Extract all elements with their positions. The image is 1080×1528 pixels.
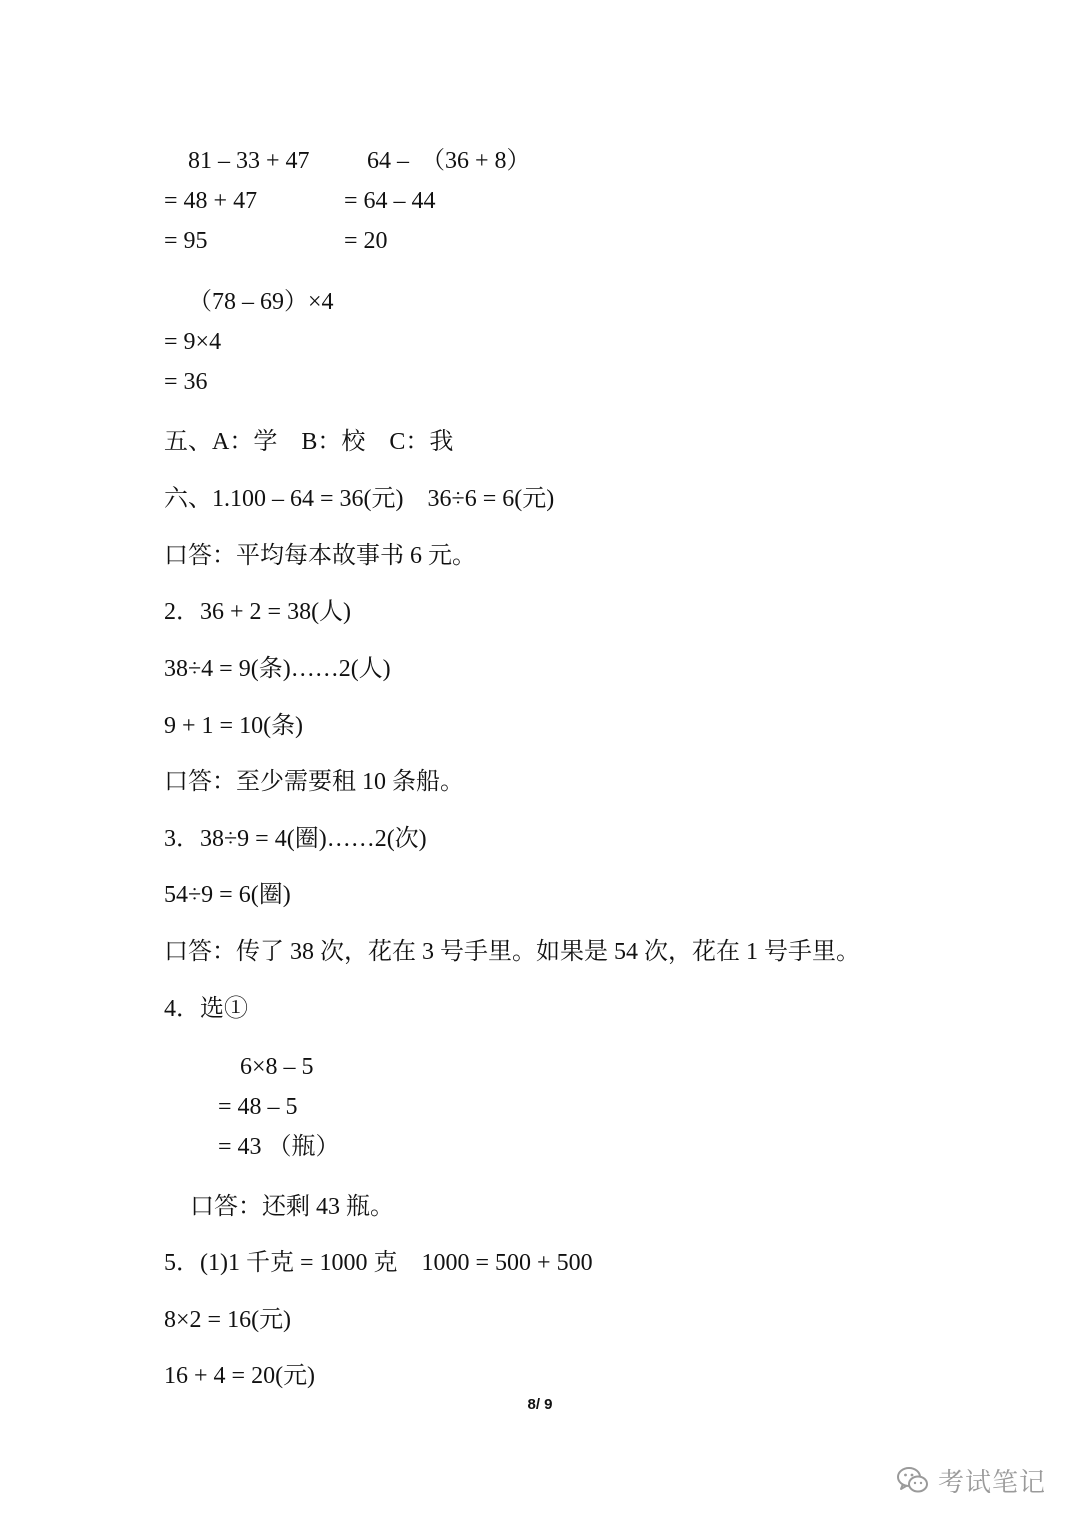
q4-calc-line3: = 43 （瓶）: [218, 1134, 340, 1160]
q5-calc-line2: 8×2 = 16(元): [164, 1307, 292, 1333]
q2-answer: 口答：至少需要租 10 条船。: [164, 769, 464, 795]
q3-answer: 口答：传了 38 次，花在 3 号手里。如果是 54 次，花在 1 号手里。: [164, 939, 860, 965]
q3-calc: 3．38÷9 = 4(圈)……2(次): [164, 826, 427, 852]
q5-calc-line3: 16 + 4 = 20(元): [164, 1363, 316, 1389]
calc-c-line2: = 9×4: [164, 329, 222, 355]
watermark-text: 考试笔记: [938, 1467, 1047, 1498]
q2-calc-line2: 38÷4 = 9(条)……2(人): [164, 656, 391, 682]
calc-c-line1: （78 – 69）×4: [188, 289, 334, 315]
q1-calc: 六、1.100 – 64 = 36(元) 36÷6 = 6(元): [164, 486, 555, 512]
q3-calc-line2: 54÷9 = 6(圈): [164, 882, 291, 908]
q4-calc-line2: = 48 – 5: [218, 1094, 298, 1120]
calc-b-line1: 64 – （36 + 8）: [367, 148, 531, 174]
calc-a-line1: 81 – 33 + 47: [188, 148, 310, 174]
calc-c-line3: = 36: [164, 369, 208, 395]
q4-choice: 4．选①: [164, 996, 248, 1022]
q1-answer: 口答：平均每本故事书 6 元。: [164, 543, 476, 569]
page-number: 8/ 9: [527, 1396, 553, 1413]
q5-calc: 5．(1)1 千克 = 1000 克 1000 = 500 + 500: [164, 1250, 593, 1276]
q2-calc-line3: 9 + 1 = 10(条): [164, 713, 304, 739]
watermark: [896, 1460, 1056, 1500]
calc-b-line3: = 20: [344, 228, 388, 254]
calc-a-line3: = 95: [164, 228, 208, 254]
q4-answer: 口答：还剩 43 瓶。: [190, 1194, 394, 1220]
wechat-icon: [896, 1465, 930, 1495]
section-five: 五、A：学 B：校 C：我: [164, 429, 454, 455]
q4-calc-line1: 6×8 – 5: [240, 1054, 314, 1080]
calc-b-line2: = 64 – 44: [344, 188, 436, 214]
q2-calc: 2．36 + 2 = 38(人): [164, 599, 352, 625]
calc-a-line2: = 48 + 47: [164, 188, 258, 214]
